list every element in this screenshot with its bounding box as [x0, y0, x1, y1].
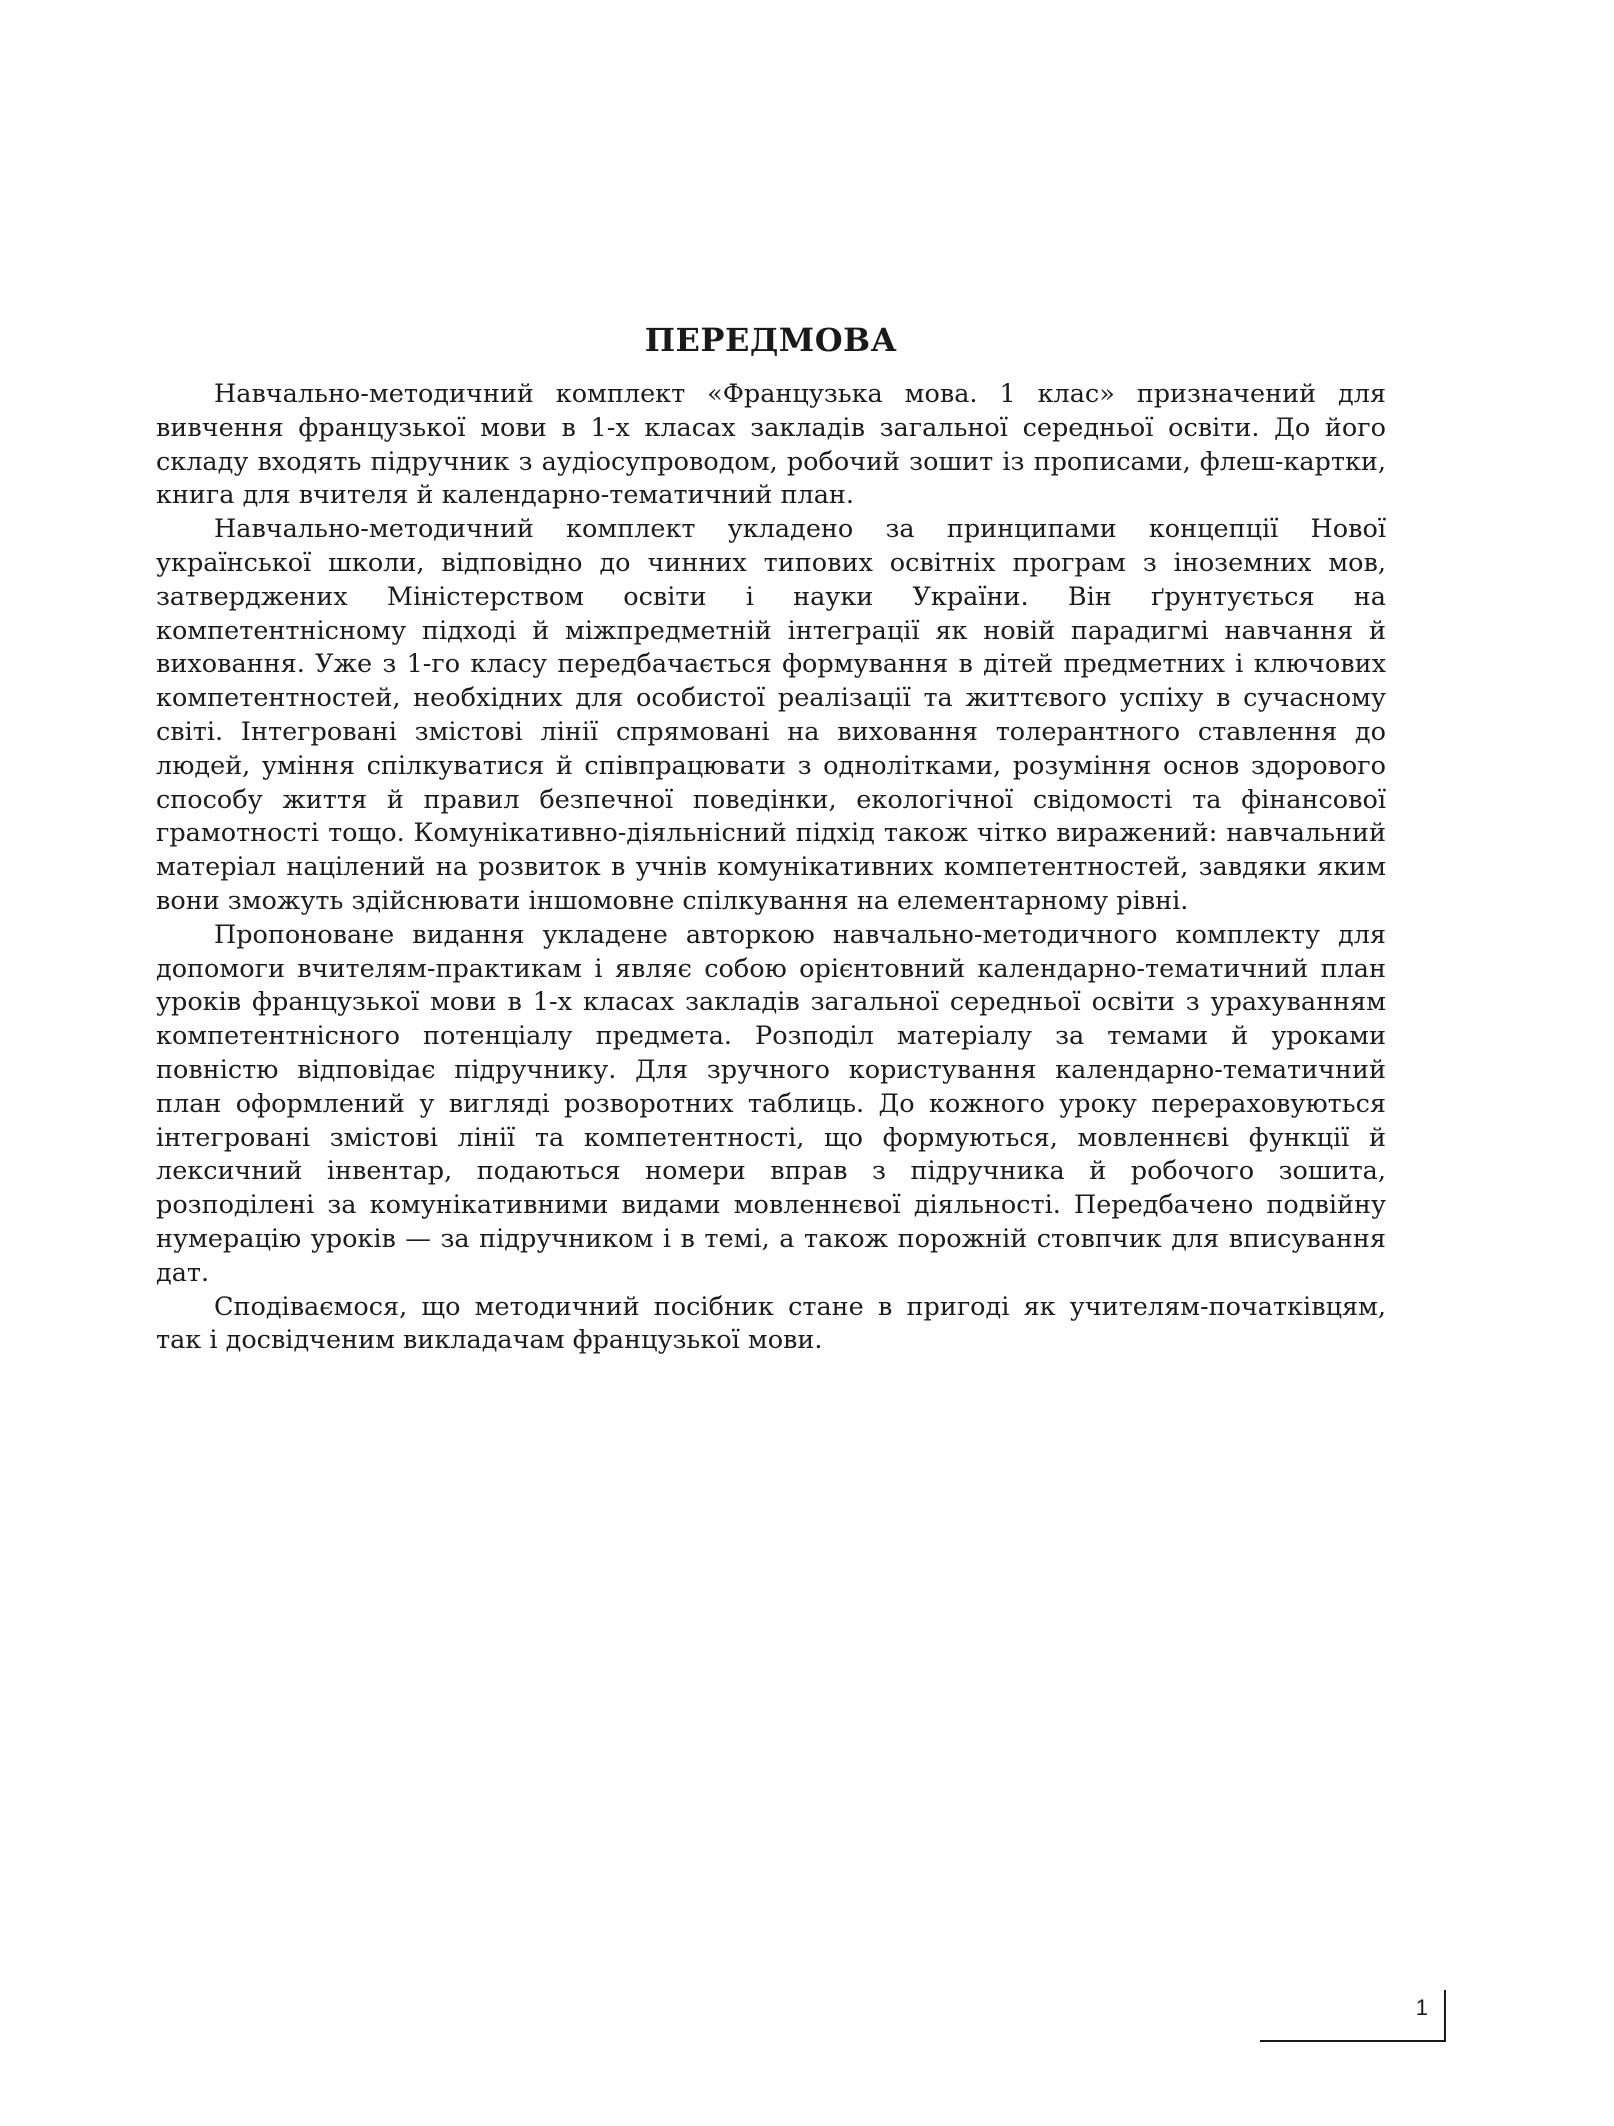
page-number: 1 — [1415, 1995, 1428, 2020]
preface-heading: ПЕРЕДМОВА — [644, 321, 898, 359]
page-number-box — [1260, 1990, 1446, 2042]
paragraph-intro: Навчально-методичний комплект «Французька мова. 1 клас» призначений для вивчення французької мови в 1-х класах закладів загальної середньої освіти. До його складу входять підручник з аудіосупроводом, робочий зошит із прописами, флеш-картки, книга для вчителя й календарно-тематичний план. — [156, 379, 1386, 511]
folio-vertical-rule — [1444, 1990, 1446, 2042]
paragraph-principles: Навчально-методичний комплект укладено за принципами концепції Нової української школи, відповідно до чинних типових освітніх програм з іноземних мов, затверджених Міністерством освіти і науки України. Він ґрунтується на компетентнісному підході й міжпредметній інтеграції як новій парадигмі навчання й виховання. Уже з 1-го класу передбачається формування в дітей предметних і ключових компетентностей, необхідних для особистої реалізації та життєвого успіху в сучасному світі. Інтегровані змістові лінії спрямовані на виховання толерантного ставлення до людей, уміння спілкуватися й співпрацювати з однолітками, розуміння основ здорового способу життя й правил безпечної поведінки, екологічної свідомості та фінансової грамотності тощо. Комунікативно-діяльнісний підхід також чітко виражений: навчальний матеріал націлений на розвиток в учнів комунікативних компетентностей, завдяки яким вони зможуть здійснювати іншомовне спілкування на елементарному рівні. — [156, 514, 1386, 916]
preface-section — [156, 318, 1386, 1358]
paragraph-edition: Пропоноване видання укладене авторкою навчально-методичного комплекту для допомоги вчителям-практикам і являє собою орієнтовний календарно-тематичний план уроків французької мови в 1-х класах закладів загальної середньої освіти з урахуванням компетентнісного потенціалу предмета. Розподіл матеріалу за темами й уроками повністю відповідає підручнику. Для зручного користування календарно-тематичний план оформлений у вигляді розворотних таблиць. До кожного уроку перераховуються інтегровані змістові лінії та компетентності, що формуються, мовленнєві функції й лексичний інвентар, подаються номери вправ з підручника й робочого зошита, розподілені за комунікативними видами мовленнєвої діяльності. Передбачено подвійну нумерацію уроків — за підручником і в темі, а також порожній стовпчик для вписування дат. — [156, 919, 1386, 1288]
paragraph-closing: Сподіваємося, що методичний посібник стане в пригоді як учителям-початківцям, так і досвідченим викладачам французької мови. — [156, 1291, 1386, 1356]
folio-horizontal-rule — [1260, 2040, 1446, 2042]
